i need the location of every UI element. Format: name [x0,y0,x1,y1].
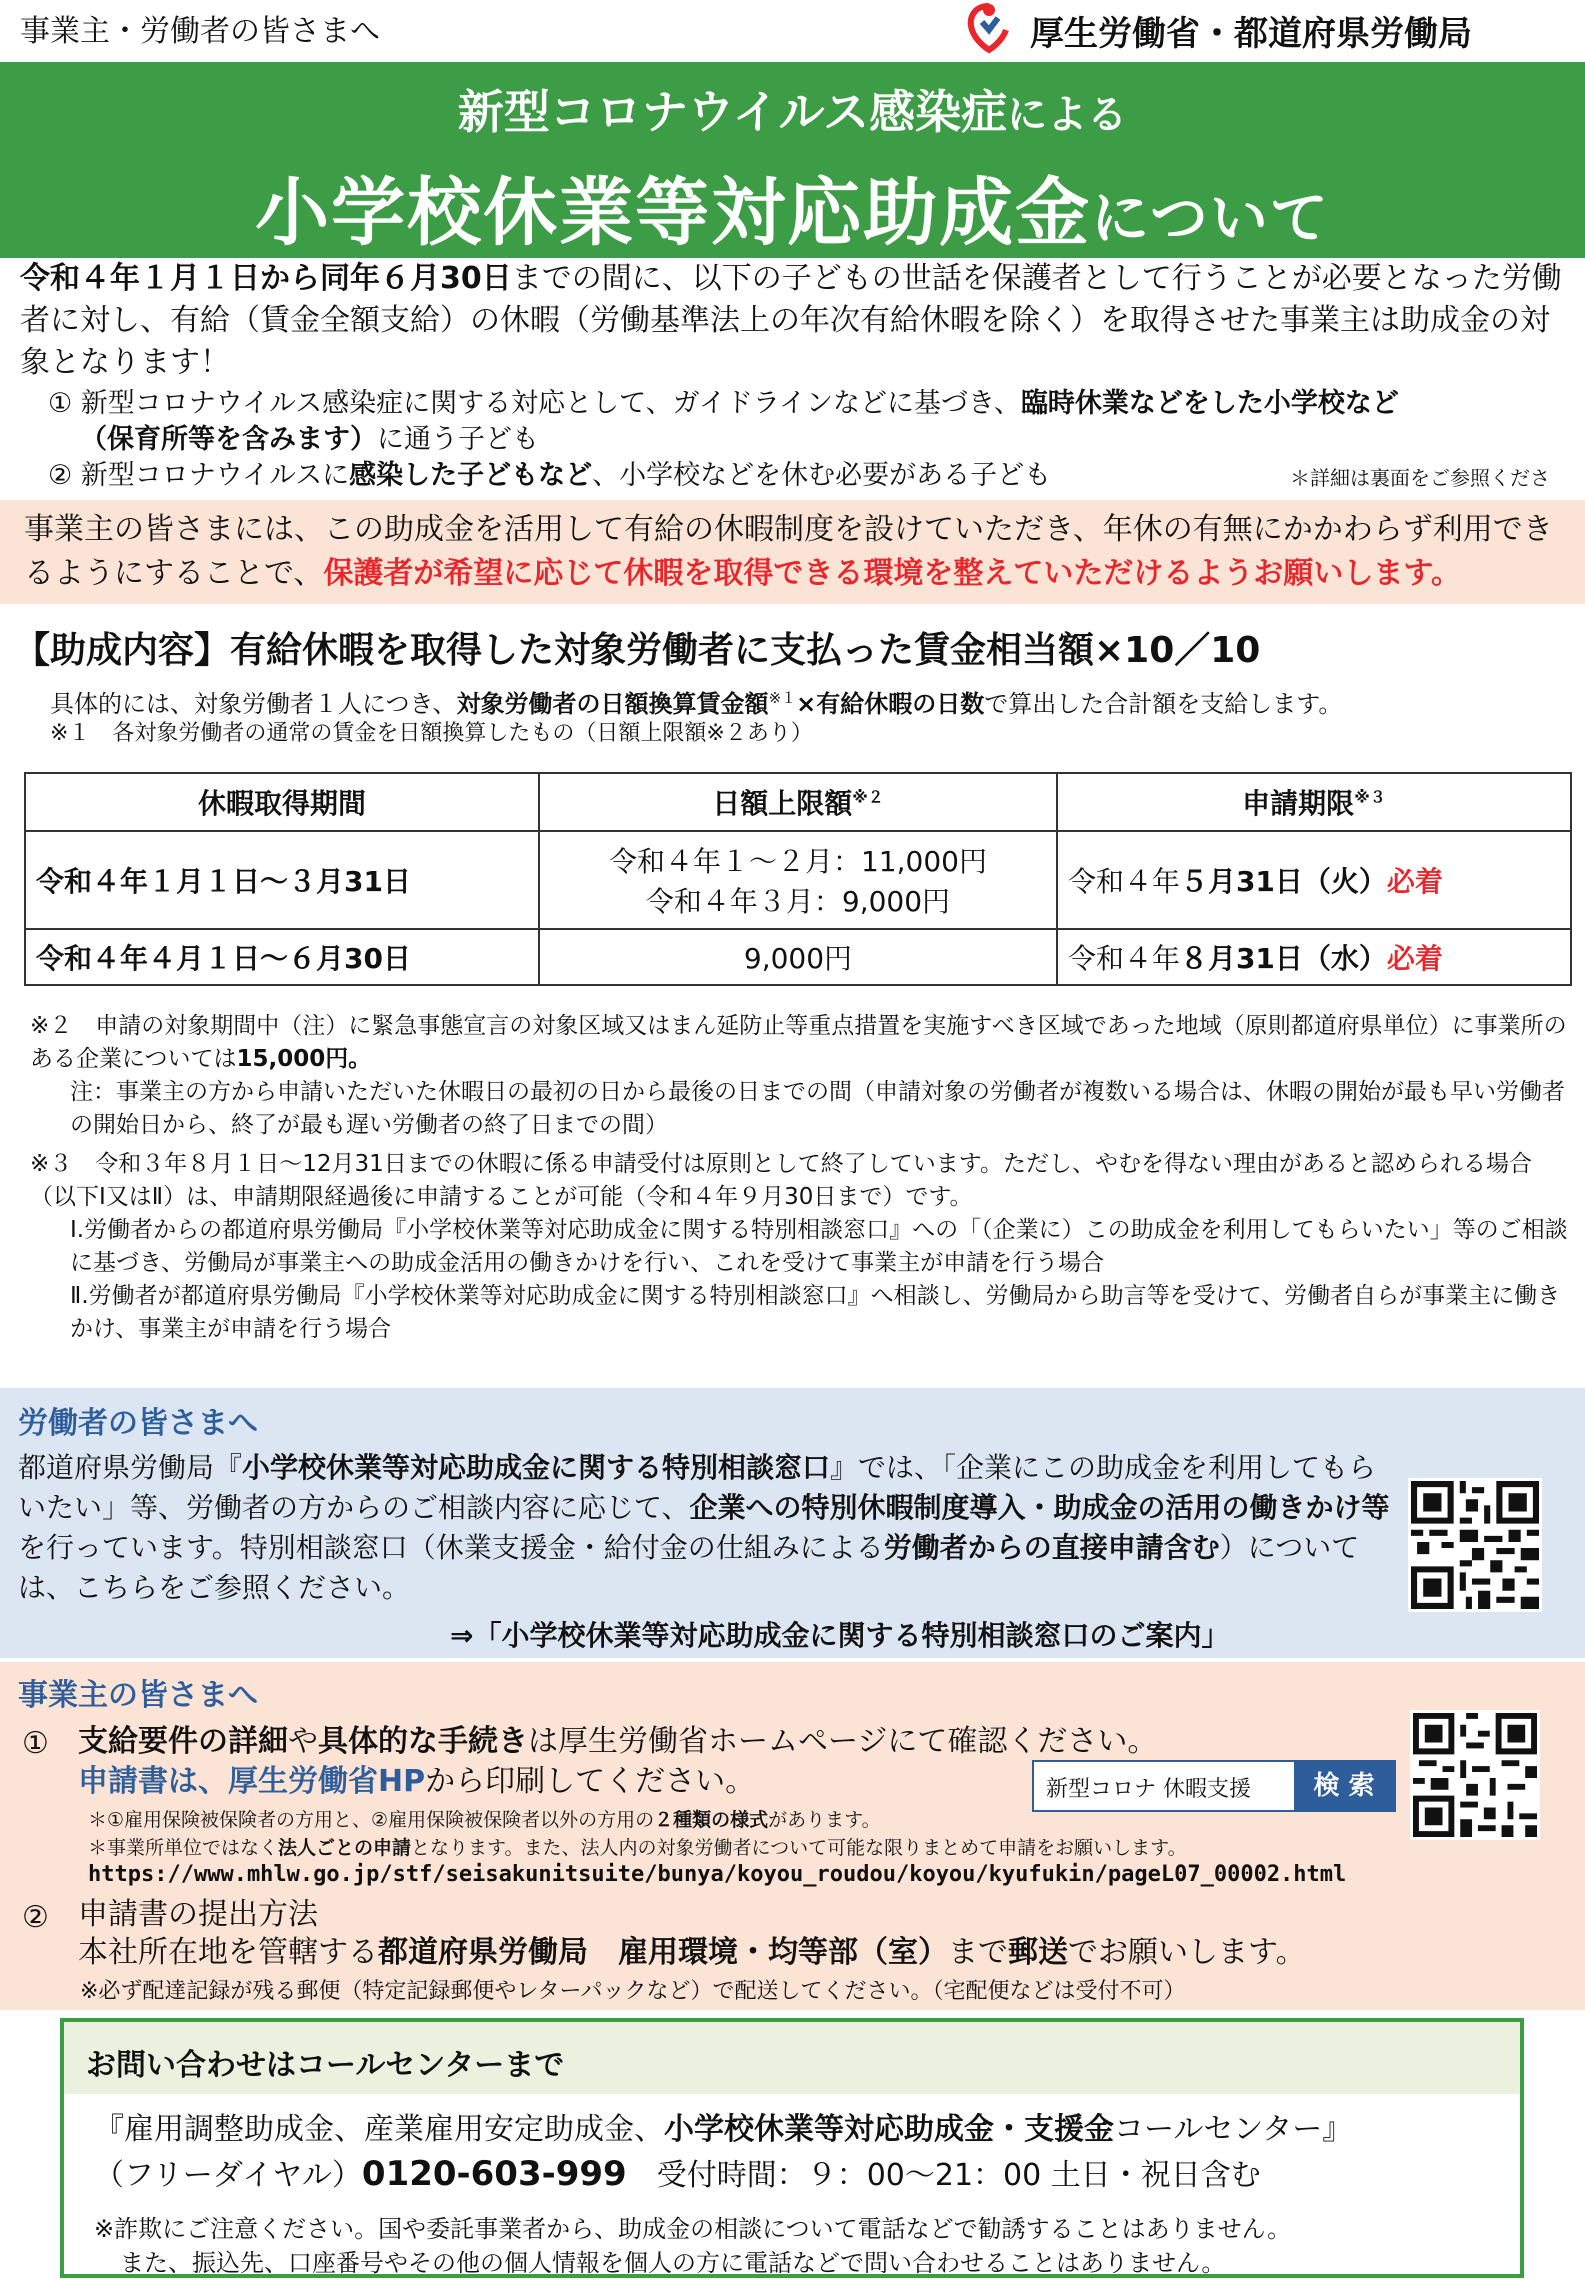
reception-hours: 受付時間：９：00～21：00 土日・祝日含む [656,2158,1261,2193]
contact-box [60,2018,1524,2278]
header-limit: 日額上限額 [712,787,853,820]
contact-inner [64,2094,1520,2277]
title-banner [0,62,1585,258]
desc-b: 対象労働者の日額換算賃金額 [456,690,769,718]
note-3-case-2: Ⅱ.労働者が都道府県労働局『小学校休業等対応助成金に関する特別相談窓口』へ相談し、労働局から助言等を受けて、労働者自らが事業主に働きかけ、事業主が申請を行う場合 [70,1283,1561,1342]
item-1-text [78,1722,1157,1802]
workers-section [0,1388,1585,1658]
desc-sup: ※１ [768,689,797,707]
title-line-1-suffix: による [1007,92,1128,138]
employers-section [0,1662,1585,2010]
request-text-1: 事業主の皆さまには、この助成金を活用して有給の休暇制度を設けていただき、年休の有無にかかわらず利用できるようにすることで、 [24,512,1553,591]
call-center-phone [94,2150,1261,2194]
workers-t5: を行っています。特別相談窓口（休業支援金・給付金の仕組みによる [18,1531,884,1564]
subnote-1 [88,1806,1187,1834]
limit-line: 令和４年１～２月：11,000円 [608,845,987,878]
item-2-a: 本社所在地を管轄する [78,1935,378,1970]
ministry-logo [964,0,1014,54]
title-line-2 [0,154,1585,260]
deadline-required: 必着 [1386,942,1443,975]
condition-1-tail: に通う子ども [377,424,539,455]
condition-2-tail: 、小学校などを休む必要がある子ども [592,460,1052,491]
header-limit-sup: ※２ [852,787,884,807]
call-center-c: コールセンター』 [1114,2112,1353,2147]
item-1-c: 具体的な手続き [318,1724,528,1759]
deadline-date: ５月31日（火） [1179,865,1387,898]
item-2-c: まで [948,1935,1008,1970]
deadline-cell [1057,831,1571,929]
deadline-required: 必着 [1386,865,1443,898]
free-dial-label: （フリーダイヤル） [94,2158,362,2193]
item-1-f: から印刷してください。 [425,1764,756,1799]
limit-cell [539,831,1057,929]
notes-section [30,1010,1570,1346]
search-box[interactable] [1032,1760,1396,1812]
item-2-d: 郵送 [1008,1935,1068,1970]
condition-1-bold: 臨時休業などをした小学校など [1020,388,1399,419]
table-header [25,773,539,831]
header-deadline: 申請期限 [1242,787,1355,820]
intro-text: までの間に、以下の子どもの世話を保護者として行うことが必要となった労働者に対し、有給（賃金全額支給）の休暇（労働基準法上の年次有給休暇を除く）を取得させた事業主は助成金の対象となります！ [20,261,1562,380]
item-2-note: ※必ず配達記録が残る郵便（特定記録郵便やレターパックなど）で配送してください。（宅配便などは受付不可） [80,1979,1186,2004]
contact-heading: お問い合わせはコールセンターまで [86,2048,565,2083]
item-1-number: ① [22,1726,49,1761]
table-row [25,831,1571,929]
mhlw-url-link[interactable]: https://www.mhlw.go.jp/stf/seisakunitsuite/bunya/koyou_roudou/koyou/kyufukin/pageL07_00002.html [88,1862,1347,1887]
table-header [539,773,1057,831]
fraud-warning-1: ※詐欺にご注意ください。国や委託事業者から、助成金の相談について電話などで勧誘することはありません。 [94,2215,1292,2243]
item-1-b: や [288,1724,318,1759]
deadline-cell [1057,929,1571,985]
workers-text [18,1448,1404,1608]
note-2-text: ※２ 申請の対象期間中（注）に緊急事態宣言の対象区域又はまん延防止等重点措置を実施すべき区域であった地域（原則都道府県単位）に事業所のある企業については [30,1013,1567,1072]
call-center-b: 小学校休業等対応助成金・支援金 [664,2112,1114,2147]
intro-paragraph [20,258,1568,384]
fraud-warning-2: また、振込先、口座番号やその他の個人情報を個人の方に電話などで問い合わせることはありません。 [120,2249,1226,2277]
request-box [0,500,1585,604]
phone-number[interactable]: 0120-603-999 [361,2154,627,2194]
deadline-date: ８月31日（水） [1179,942,1387,975]
audience-label: 事業主・労働者の皆さまへ [20,14,380,49]
workers-heading: 労働者の皆さまへ [18,1406,258,1441]
qr-code-icon[interactable] [1410,1710,1540,1840]
table-header [1057,773,1571,831]
note-2-amount: 15,000円。 [236,1046,372,1072]
search-input[interactable]: 新型コロナ 休暇支援 [1046,1777,1251,1802]
workers-t7: ）については、こちらをご参照ください。 [18,1531,1360,1604]
workers-t2: 小学校休業等対応助成金に関する特別相談窓口 [242,1451,831,1484]
workers-t6: 労働者からの直接申請含む [883,1531,1220,1564]
request-text-highlight: 保護者が希望に応じて休暇を取得できる環境を整えていただけるようお願いします。 [323,556,1462,591]
condition-1-cont [80,420,539,460]
period-cell: 令和４年１月１日～３月31日 [25,831,539,929]
fraud-warning [94,2212,1291,2280]
title-line-2-main: 小学校休業等対応助成金 [255,170,1092,256]
note-2 [30,1010,1570,1076]
rate-table [24,772,1572,986]
condition-2-text: ② 新型コロナウイルスに [48,460,350,491]
consultation-window-link[interactable]: ⇒「小学校休業等対応助成金に関する特別相談窓口のご案内」 [450,1619,1230,1652]
subnote-1-c: があります。 [768,1809,881,1831]
note-2-annotation: 注：事業主の方から申請いただいた休暇日の最初の日から最後の日までの間（申請対象の労働者が複数いる場合は、休暇の開始が最も早い労働者の開始日から、終了が最も遅い労働者の終了日までの間） [70,1079,1565,1138]
item-2-title: 申請書の提出方法 [78,1897,318,1932]
ministry-name: 厚生労働省・都道府県労働局 [1030,14,1472,54]
note-3-case-1: Ⅰ.労働者からの都道府県労働局『小学校休業等対応助成金に関する特別相談窓口』への「（企業に）この助成金を利用してもらいたい」等のご相談に基づき、労働局が事業主への助成金活用の働きかけを行い、これを受けて事業主が申請を行う場合 [70,1217,1568,1276]
subsidy-heading: 【助成内容】有給休暇を取得した対象労働者に支払った賃金相当額×10／10 [14,630,1261,671]
header-deadline-sup: ※３ [1354,787,1386,807]
subnote-1-a: ＊①雇用保険被保険者の方用と、②雇用保険被保険者以外の方用の [88,1809,655,1831]
detail-note: ＊詳細は裏面をご参照くださ [1290,466,1550,490]
subnote-1-b: ２種類の様式 [654,1809,769,1831]
employers-heading: 事業主の皆さまへ [18,1678,258,1713]
desc-d: で算出した合計額を支給します。 [984,690,1343,718]
deadline-pre: 令和４年 [1067,942,1180,975]
item-2-e: でお願いします。 [1068,1935,1306,1970]
desc-a: 具体的には、対象労働者１人につき、 [50,690,457,718]
item-1-subnotes [88,1806,1187,1862]
qr-code-icon[interactable] [1408,1478,1542,1612]
header-period: 休暇取得期間 [198,787,367,820]
search-button[interactable]: 検 索 [1294,1762,1394,1810]
note-1: ※１ 各対象労働者の通常の賃金を日額換算したもの（日額上限額※２あり） [50,721,813,746]
condition-1-bold-2: （保育所等を含みます） [80,424,377,455]
item-1-a: 支給要件の詳細 [78,1724,288,1759]
title-line-1 [0,76,1585,142]
item-1-e: 申請書は、厚生労働省HP [78,1764,426,1799]
item-1-d: は厚生労働省ホームページにて確認ください。 [528,1724,1158,1759]
title-line-1-main: 新型コロナウイルス感染症 [457,85,1008,139]
subnote-2 [88,1834,1187,1862]
period-cell: 令和４年４月１日～６月30日 [25,929,539,985]
condition-1 [48,384,1399,424]
call-center-name [94,2104,1352,2148]
condition-2-bold: 感染した子どもなど [349,460,593,491]
subnote-2-a: ＊事業所単位ではなく [88,1837,279,1859]
item-2-number: ② [22,1900,49,1935]
subnote-2-c: となります。また、法人内の対象労働者について可能な限りまとめて申請をお願いします。 [411,1837,1187,1859]
desc-c: ×有給休暇の日数 [796,690,985,718]
subnote-2-b: 法人ごとの申請 [278,1837,412,1859]
table-header-row [25,773,1571,831]
limit-cell: 9,000円 [539,929,1057,985]
workers-t3: 』では、「企業にこの助成金を利用してもらいたい」等、労働者の方からのご相談内容に応じて、 [18,1451,1377,1524]
note-3: ※３ 令和３年８月１日～12月31日までの休暇に係る申請受付は原則として終了しています。ただし、やむを得ない理由があると認められる場合（以下Ⅰ又はⅡ）は、申請期限経過後に申請することが可能（令和４年９月30日まで）です。 [30,1151,1532,1210]
intro-date: 令和４年１月１日から同年６月30日 [20,261,512,296]
call-center-a: 『雇用調整助成金、産業雇用安定助成金、 [94,2112,664,2147]
workers-t4: 企業への特別休暇制度導入・助成金の活用の働きかけ等 [689,1491,1390,1524]
condition-1-text: ① 新型コロナウイルス感染症に関する対応として、ガイドラインなどに基づき、 [48,388,1021,419]
item-2-body [78,1934,1306,1972]
limit-line: 令和４年３月：9,000円 [645,885,951,918]
item-2-b: 都道府県労働局 雇用環境・均等部（室） [378,1935,948,1970]
deadline-pre: 令和４年 [1067,865,1180,898]
item-2-text [78,1896,1306,1972]
title-line-2-suffix: について [1091,184,1330,252]
workers-t1: 都道府県労働局『 [18,1451,243,1484]
request-text [24,508,1564,596]
table-row [25,929,1571,985]
condition-2 [48,456,1051,496]
